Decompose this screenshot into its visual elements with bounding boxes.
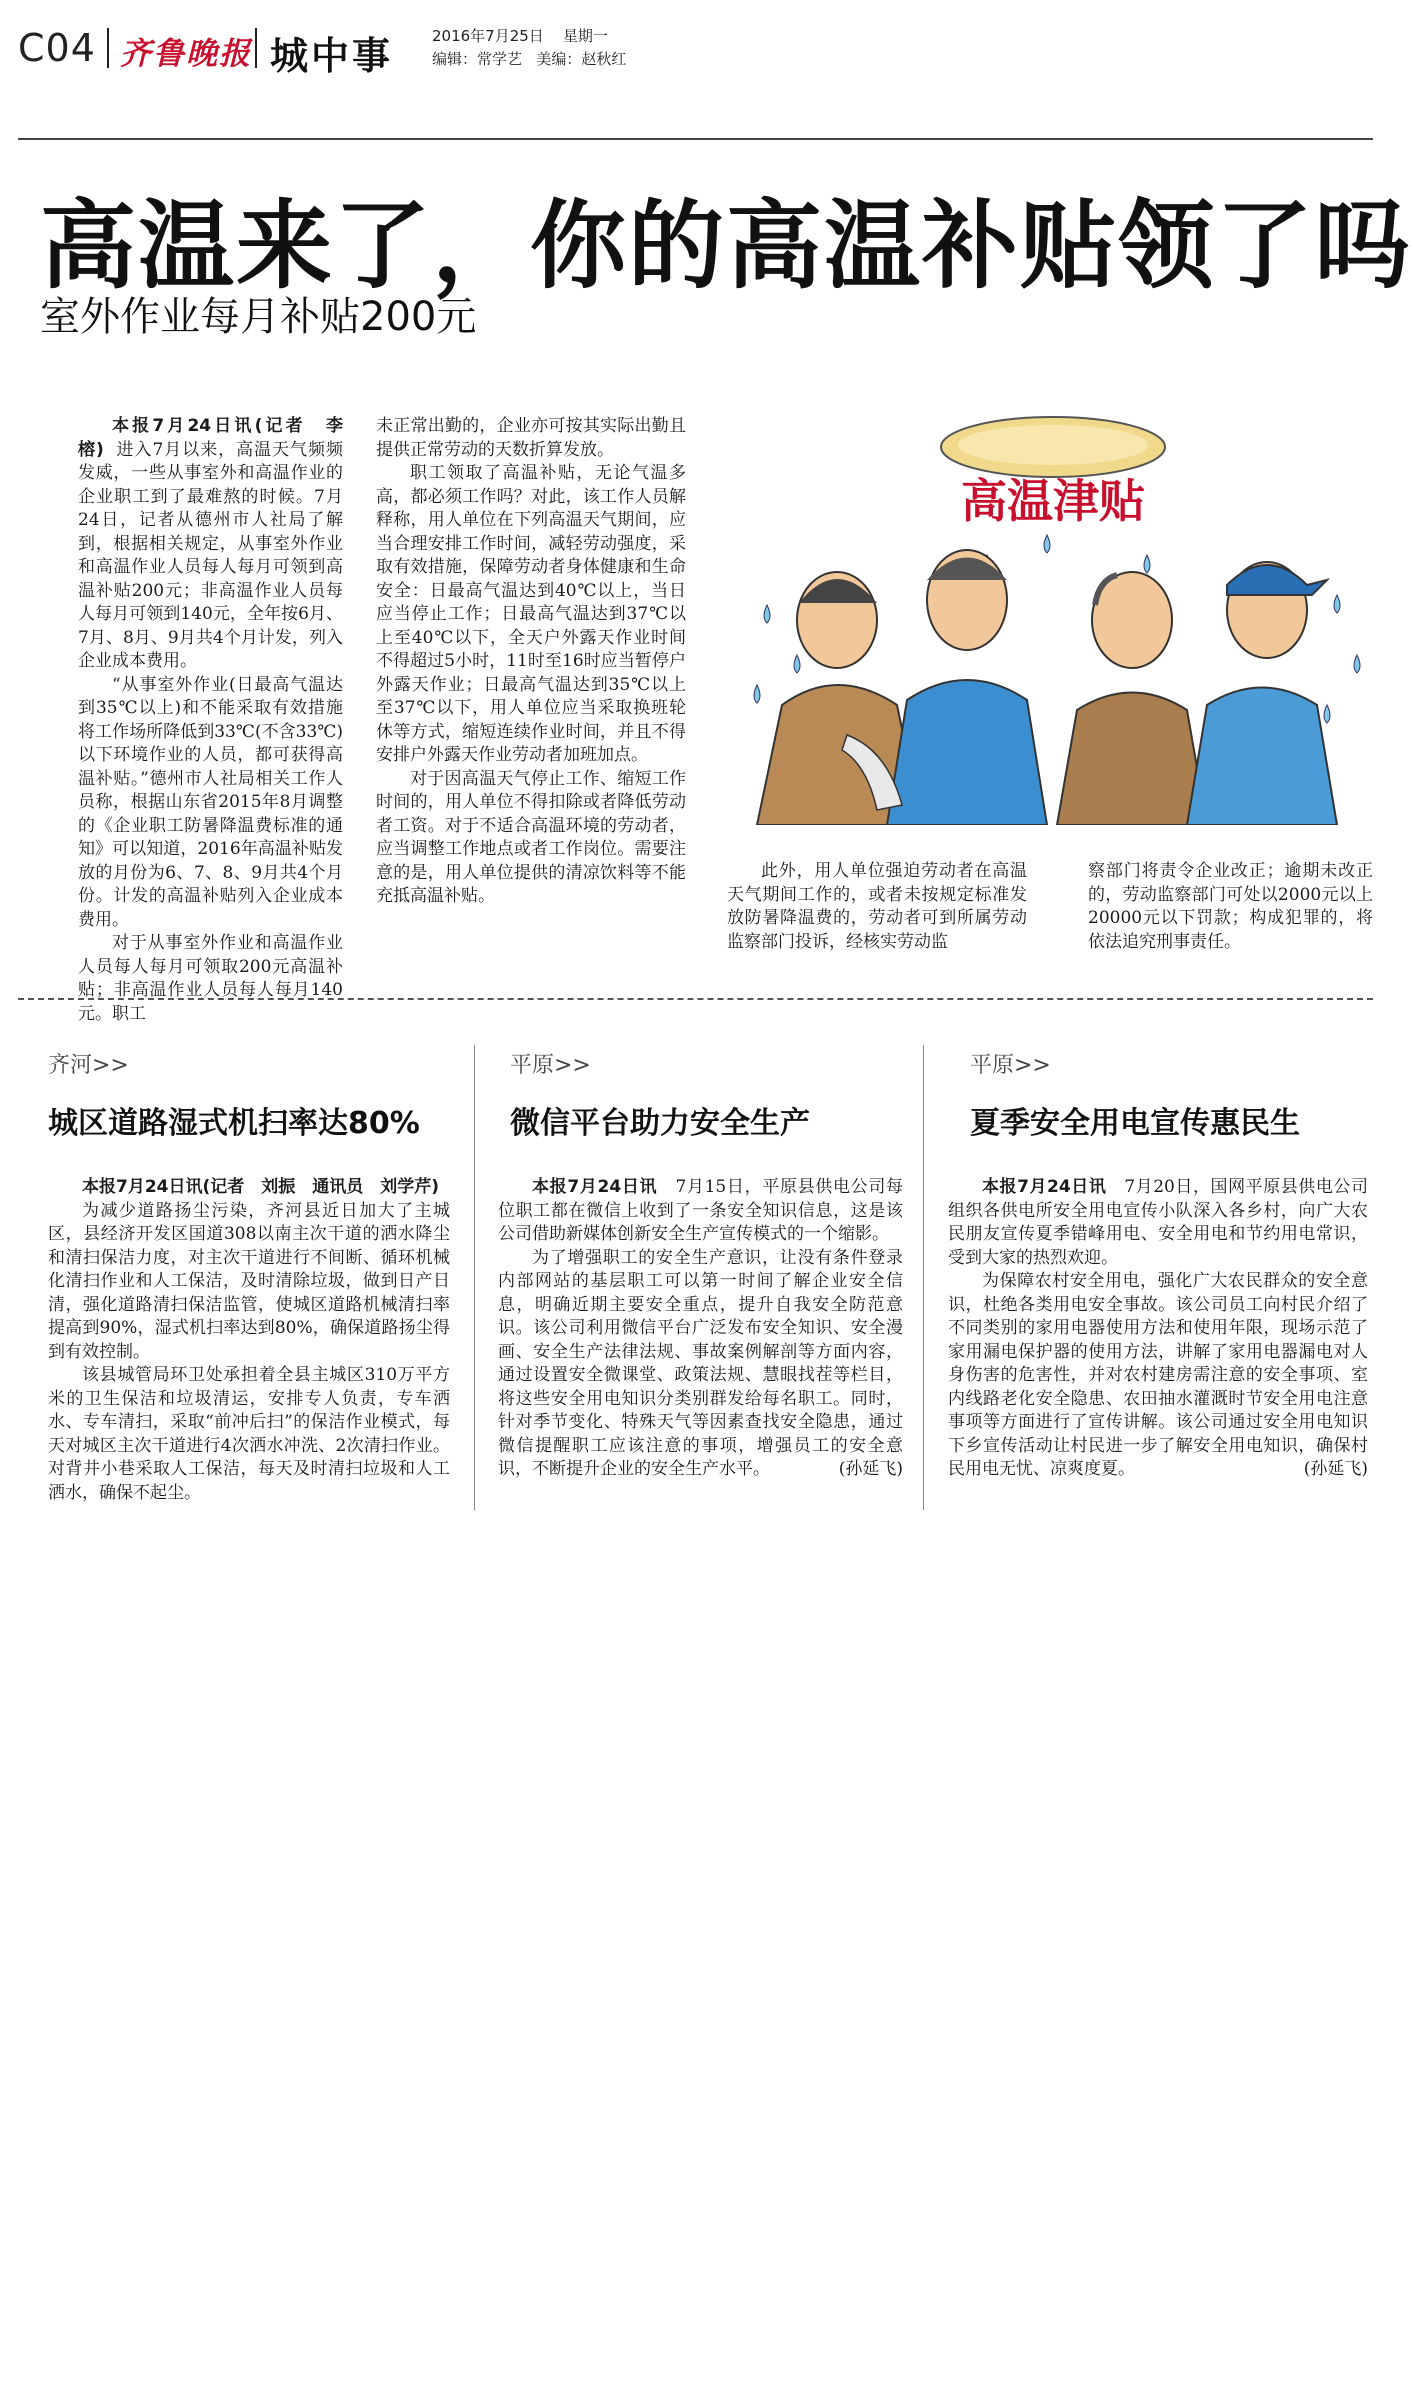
story-paragraph: 为了增强职工的安全生产意识，让没有条件登录内部网站的基层职工可以第一时间了解企业安全信息，明确近期主要安全重点，提升自我安全防范意识。该公司利用微信平台广泛发布安全知识、安全漫画、安全生产法律法规、事故案例解剖等方面内容，通过设置安全微课堂、政策法规、慧眼找茬等栏目，将这些安全用电知识分类别群发给每名职工。同时，针对季节变化、特殊天气等因素查找安全隐患，通过微信提醒职工应该注意的事项，增强员工的安全意识，不断提升企业的安全生产水平。 (孙延飞) — [498, 1247, 903, 1482]
story-paragraph: 对于从事室外作业和高温作业人员每人每月可领取200元高温补贴；非高温作业人员每人每月140元。职工 — [78, 933, 343, 1024]
brief-kicker: 齐河>> — [48, 1053, 129, 1078]
sub-headline: 室外作业每月补贴200元 — [40, 294, 477, 340]
main-story-column-3 — [727, 860, 1027, 954]
header-rule — [18, 138, 1373, 140]
story-paragraph: 本报7月24日讯(记者 李榕) 进入7月以来，高温天气频频发威，一些从事室外和高温作业的企业职工到了最难熬的时候。7月24日，记者从德州市人社局了解到，根据相关规定，从事室外作业和高温作业人员每人每月可领到高温补贴200元；非高温作业人员每人每月可领到140元，全年按6月、7月、8月、9月共4个月计发，列入企业成本费用。 — [78, 416, 343, 671]
main-story-column-1 — [78, 415, 343, 1026]
story-paragraph: 对于因高温天气停止工作、缩短工作时间的，用人单位不得扣除或者降低劳动者工资。对于不适合高温环境的劳动者，应当调整工作地点或者工作岗位。需要注意的是，用人单位提供的清凉饮料等不能充抵高温补贴。 — [376, 768, 686, 906]
byline: (孙延飞) — [1303, 1459, 1368, 1479]
story-paragraph: 本报7月24日讯 7月15日，平原县供电公司每位职工都在微信上收到了一条安全知识信息，这是该公司借助新媒体创新安全生产宣传模式的一个缩影。 — [498, 1177, 903, 1244]
section-separator — [18, 998, 1373, 1000]
byline: (孙延飞) — [838, 1459, 903, 1479]
story-paragraph: “从事室外作业(日最高气温达到35℃以上)和不能采取有效措施将工作场所降低到33℃(不含33℃)以下环境作业的人员，都可获得高温补贴。”德州市人社局相关工作人员称，根据山东省2015年8月调整的《企业职工防暑降温费标准的通知》可以知道，2016年高温补贴发放的月份为6、7、8、9月共4个月份。计发的高温补贴列入企业成本费用。 — [78, 674, 343, 930]
main-story-column-2 — [376, 415, 686, 909]
story-paragraph: 本报7月24日讯 7月20日，国网平原县供电公司组织各供电所安全用电宣传小队深入各乡村，向广大农民朋友宣传夏季错峰用电、安全用电和节约用电常识，受到大家的热烈欢迎。 — [948, 1177, 1368, 1268]
header-divider — [255, 28, 257, 68]
dateline: 本报7月24日讯(记者 李榕) — [78, 416, 343, 460]
main-headline: 高温来了，你的高温补贴领了吗 — [40, 190, 1412, 302]
page-number: C04 — [18, 26, 96, 70]
story-paragraph: 该县城管局环卫处承担着全县主城区310万平方米的卫生保洁和垃圾清运，安排专人负责，专车洒水、专车清扫，采取“前冲后扫”的保洁作业模式，每天对城区主次干道进行4次洒水冲洗、2次清扫作业。对背井小巷采取人工保洁，每天及时清扫垃圾和人工洒水，确保不起尘。 — [48, 1365, 450, 1503]
art-editor: 美编：赵秋红 — [536, 50, 627, 68]
story-paragraph: 察部门将责令企业改正；逾期未改正的，劳动监察部门可处以2000元以上20000元以下罚款；构成犯罪的，将依法追究刑事责任。 — [1088, 861, 1373, 952]
brief-kicker: 平原>> — [510, 1053, 591, 1078]
heat-subsidy-cartoon — [727, 405, 1375, 825]
header-divider — [107, 28, 109, 68]
brief-body — [948, 1176, 1368, 1482]
story-paragraph: 未正常出勤的，企业亦可按其实际出勤且提供正常劳动的天数折算发放。 — [376, 416, 686, 460]
dateline: 本报7月24日讯 — [532, 1177, 658, 1197]
column-rule — [474, 1045, 475, 1510]
brief-kicker: 平原>> — [970, 1053, 1051, 1078]
story-paragraph: 为保障农村安全用电，强化广大农民群众的安全意识，杜绝各类用电安全事故。该公司员工向村民介绍了不同类别的家用电器使用方法和使用年限，现场示范了家用漏电保护器的使用方法，讲解了家用电器漏电对人身伤害的危害性，并对农村建房需注意的安全事项、室内线路老化安全隐患、农田抽水灌溉时节安全用电注意事项等方面进行了宣传讲解。该公司通过安全用电知识下乡宣传活动让村民进一步了解安全用电知识，确保村民用电无忧、凉爽度夏。 (孙延飞) — [948, 1270, 1368, 1482]
dateline: 本报7月24日讯(记者 刘振 通讯员 刘学芹) — [82, 1177, 440, 1197]
brief-headline: 微信平台助力安全生产 — [510, 1106, 810, 1141]
brief-headline: 城区道路湿式机扫率达80% — [48, 1106, 420, 1141]
issue-weekday: 星期一 — [562, 27, 608, 45]
newspaper-masthead: 齐鲁晚报 — [120, 36, 252, 72]
editor-credits: 编辑：常学艺 美编：赵秋红 — [432, 50, 627, 68]
brief-body — [498, 1176, 903, 1482]
section-title: 城中事 — [270, 34, 394, 78]
column-rule — [923, 1045, 924, 1510]
story-paragraph: 为减少道路扬尘污染，齐河县近日加大了主城区，县经济开发区国道308以南主次干道的洒水降尘和清扫保洁力度，对主次干道进行不间断、循环机械化清扫作业和人工保洁，及时清除垃圾，做到日产日清，强化道路清扫保洁监管，使城区道路机械清扫率提高到90%，湿式机扫率达到80%，确保道路扬尘得到有效控制。 — [48, 1200, 450, 1362]
brief-headline: 夏季安全用电宣传惠民生 — [970, 1106, 1300, 1141]
main-story-column-4 — [1088, 860, 1373, 954]
dateline: 本报7月24日讯 — [982, 1177, 1107, 1197]
brief-body — [48, 1176, 450, 1505]
issue-date: 2016年7月25日 星期一 — [432, 27, 608, 45]
cartoon-caption: 高温津贴 — [961, 474, 1145, 528]
story-paragraph: 此外，用人单位强迫劳动者在高温天气期间工作的，或者未按规定标准发放防暑降温费的，劳动者可到所属劳动监察部门投诉，经核实劳动监 — [727, 861, 1027, 952]
story-paragraph: 职工领取了高温补贴，无论气温多高，都必须工作吗？对此，该工作人员解释称，用人单位在下列高温天气期间，应当合理安排工作时间，减轻劳动强度，采取有效措施，保障劳动者身体健康和生命安全：日最高气温达到40℃以上，当日应当停止工作；日最高气温达到37℃以上至40℃以下，全天户外露天作业时间不得超过5小时，11时至16时应当暂停户外露天作业；日最高气温达到35℃以上至37℃以下，用人单位应当采取换班轮休等方式，缩短连续作业时间，并且不得安排户外露天作业劳动者加班加点。 — [376, 463, 686, 765]
story-paragraph — [48, 1176, 450, 1200]
